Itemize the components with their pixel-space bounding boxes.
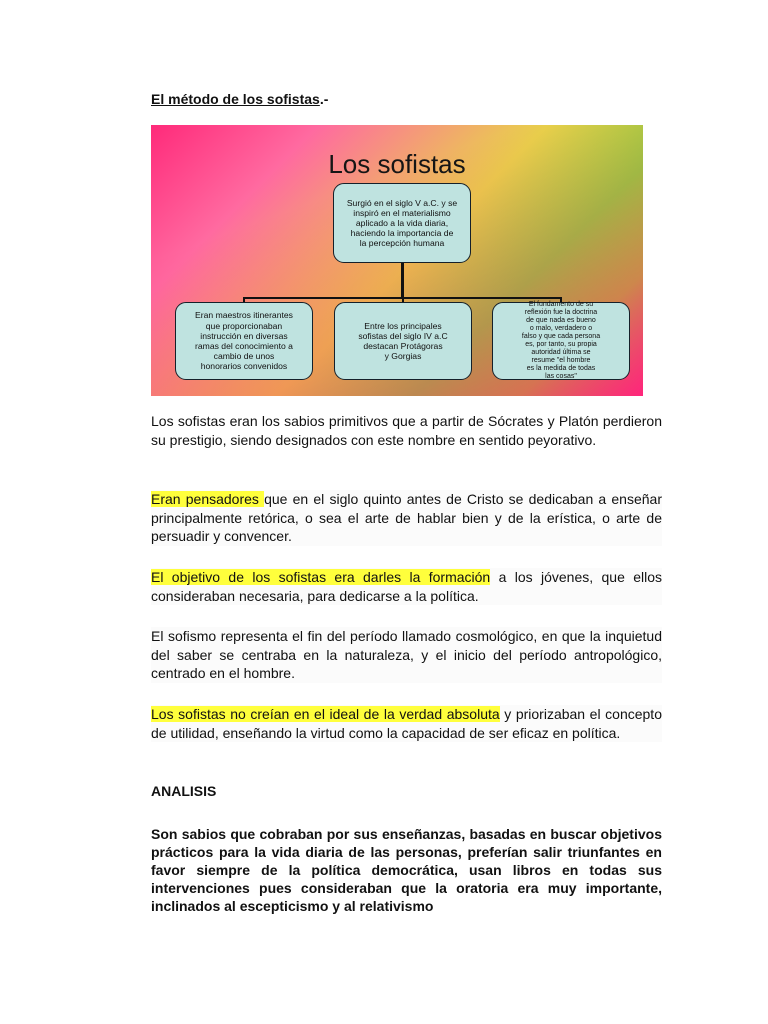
connector-root bbox=[401, 263, 404, 299]
paragraph-5 bbox=[151, 705, 662, 742]
paragraph-1: Los sofistas eran los sabios primitivos que a partir de Sócrates y Platón perdieron su prestigio, siendo designados con este nombre en sentido peyorativo. bbox=[151, 413, 662, 448]
concept-node-middle bbox=[334, 302, 472, 380]
concept-node-left bbox=[175, 302, 313, 380]
paragraph-5-text: y priorizaban el concepto de utilidad, enseñando la virtud como la capacidad de ser eficaz en política. bbox=[151, 706, 662, 741]
paragraph-5-highlight: Los sofistas no creían en el ideal de la verdad absoluta bbox=[151, 706, 500, 722]
concept-node-middle-text: Entre los principales sofistas del siglo IV a.C destacan Protágoras y Gorgias bbox=[358, 320, 448, 362]
document-title-suffix: .- bbox=[319, 91, 329, 107]
concept-node-root bbox=[333, 183, 471, 263]
analysis-paragraph: Son sabios que cobraban por sus enseñanzas, basadas en buscar objetivos prácticos para la vida diaria de las personas, preferían salir triunfantes en favor siempre de la política democrática, usan libros en todas sus intervenciones pues consideraban que la oratoria era muy importante, inclinados al escepticismo y al relativismo bbox=[151, 826, 662, 914]
concept-node-root-text: Surgió en el siglo V a.C. y se inspiró en el materialismo aplicado a la vida diaria, haciendo la importancia de la percepción humana bbox=[346, 198, 458, 248]
paragraph-2-text: que en el siglo quinto antes de Cristo se dedicaban a enseñar principalmente retórica, o sea el arte de hablar bien y de la erística, o arte de persuadir y convencer. bbox=[151, 491, 662, 544]
paragraph-3-highlight: El objetivo de los sofistas era darles la formación bbox=[151, 569, 491, 585]
concept-node-right-text: El fundamento de su reflexión fue la doctrina de que nada es bueno o malo, verdadero o falso y que cada persona es, por tanto, su propia autoridad última se resume "el hombre es la medida de todas las cosas" bbox=[521, 301, 601, 380]
paragraph-2-highlight: Eran pensadores bbox=[151, 491, 265, 507]
concept-node-right bbox=[492, 302, 630, 380]
paragraph-3 bbox=[151, 568, 662, 605]
document-title bbox=[151, 91, 328, 107]
paragraph-3-text: a los jóvenes, que ellos consideraban necesaria, para dedicarse a la política. bbox=[151, 569, 662, 604]
concept-map-title: Los sofistas bbox=[328, 149, 466, 179]
paragraph-2 bbox=[151, 490, 662, 546]
document-title-text: El método de los sofistas bbox=[151, 91, 320, 107]
concept-node-left-text: Eran maestros itinerantes que proporcionaban instrucción en diversas ramas del conocimiento a cambio de unos honorarios convenidos bbox=[195, 310, 293, 372]
concept-map-image bbox=[151, 125, 643, 396]
analysis-heading: ANALISIS bbox=[151, 783, 217, 799]
paragraph-4: El sofismo representa el fin del período llamado cosmológico, en que la inquietud del saber se centraba en la naturaleza, y el inicio del período antropológico, centrado en el hombre. bbox=[151, 628, 662, 681]
